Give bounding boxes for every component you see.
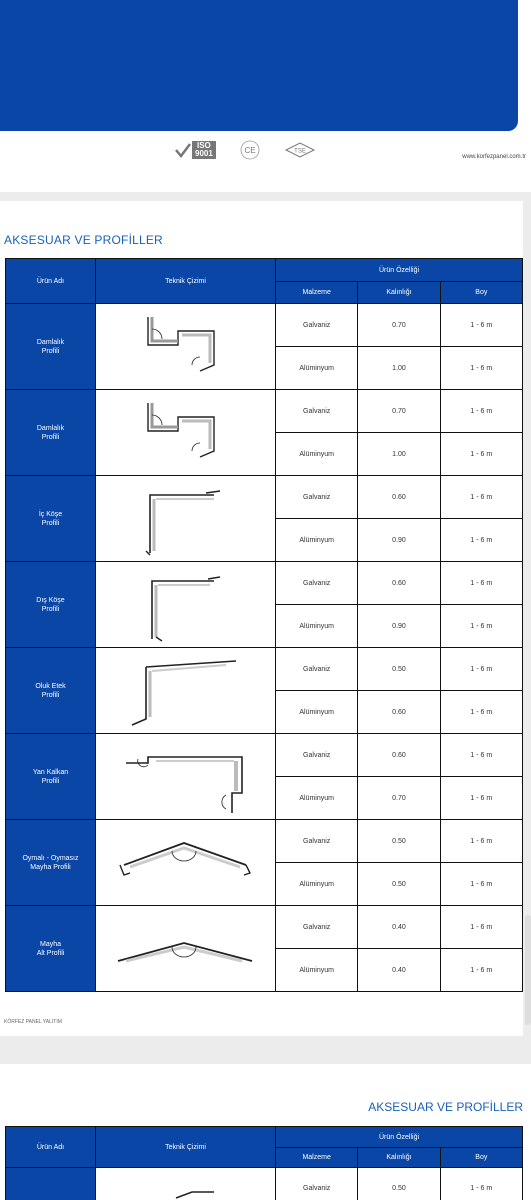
thickness-cell: 0.60 <box>358 691 440 734</box>
product-name-line2: Profili <box>41 691 60 699</box>
material-cell: Galvaniz <box>276 820 358 863</box>
technical-drawing-cell <box>96 906 276 992</box>
next-page <box>0 1064 531 1200</box>
profile-drawing-icon <box>96 1168 276 1200</box>
product-name-line2: Profili <box>41 605 60 613</box>
material-cell: Galvaniz <box>276 304 358 347</box>
product-name-cell <box>6 734 96 820</box>
ce-logo <box>238 140 262 160</box>
material-cell: Alüminyum <box>276 777 358 820</box>
product-name-line1: Damlalık <box>36 424 65 432</box>
table-row <box>6 304 523 347</box>
thickness-cell: 0.50 <box>358 820 440 863</box>
thickness-cell: 0.90 <box>358 605 440 648</box>
thickness-cell: 0.70 <box>358 304 440 347</box>
drip-profile-icon <box>96 305 276 389</box>
thickness-cell: 1.00 <box>358 433 440 476</box>
catalog-page <box>0 201 523 1036</box>
length-cell: 1 - 6 m <box>440 777 522 820</box>
product-name-cell <box>6 906 96 992</box>
material-cell: Alüminyum <box>276 949 358 992</box>
iso-9001-logo: ISO 9001 <box>174 141 216 159</box>
material-cell: Galvaniz <box>276 734 358 777</box>
product-name-line1: İç Köşe <box>38 510 63 518</box>
thickness-cell: 0.50 <box>358 1168 440 1200</box>
ridge-under-profile-icon <box>96 907 276 991</box>
product-name-line2: Profili <box>41 777 60 785</box>
technical-drawing-cell <box>96 1168 276 1200</box>
length-cell: 1 - 6 m <box>440 1168 522 1200</box>
product-name-cell <box>6 476 96 562</box>
thickness-cell: 0.70 <box>358 777 440 820</box>
length-cell: 1 - 6 m <box>440 433 522 476</box>
product-name-cell <box>6 648 96 734</box>
length-cell: 1 - 6 m <box>440 519 522 562</box>
technical-drawing-cell <box>96 734 276 820</box>
material-cell: Alüminyum <box>276 605 358 648</box>
material-cell: Galvaniz <box>276 1168 358 1200</box>
thickness-cell: 0.90 <box>358 519 440 562</box>
thickness-cell: 0.50 <box>358 863 440 906</box>
product-name-line1: Yan Kalkan <box>32 768 69 776</box>
length-cell: 1 - 6 m <box>440 390 522 433</box>
length-cell: 1 - 6 m <box>440 906 522 949</box>
inner-corner-profile-icon <box>96 477 276 561</box>
length-cell: 1 - 6 m <box>440 820 522 863</box>
material-cell: Alüminyum <box>276 691 358 734</box>
thickness-cell: 0.60 <box>358 734 440 777</box>
table-row <box>6 820 523 863</box>
side-shield-profile-icon <box>96 735 276 819</box>
length-cell: 1 - 6 m <box>440 863 522 906</box>
thickness-cell: 0.60 <box>358 476 440 519</box>
thickness-cell: 0.50 <box>358 648 440 691</box>
table-row <box>6 476 523 519</box>
product-name-line1: Mayha <box>39 940 61 948</box>
header-features: Ürün Özelliği <box>276 259 523 282</box>
product-name-line1: Damlalık <box>36 338 65 346</box>
length-cell: 1 - 6 m <box>440 562 522 605</box>
product-name-line1: Oluk Etek <box>35 682 66 690</box>
length-cell: 1 - 6 m <box>440 949 522 992</box>
material-cell: Galvaniz <box>276 562 358 605</box>
header-length-next: Boy <box>440 1148 522 1168</box>
material-cell: Galvaniz <box>276 906 358 949</box>
scrollbar[interactable] <box>525 915 531 1025</box>
header-length: Boy <box>440 282 522 304</box>
technical-drawing-cell <box>96 562 276 648</box>
drip-profile-icon <box>96 391 276 475</box>
material-cell: Galvaniz <box>276 476 358 519</box>
length-cell: 1 - 6 m <box>440 304 522 347</box>
svg-text:TSE: TSE <box>293 148 306 155</box>
technical-drawing-cell <box>96 820 276 906</box>
website-url: www.korfezpanel.com.tr <box>462 154 526 160</box>
table-row <box>6 906 523 949</box>
material-cell: Alüminyum <box>276 863 358 906</box>
product-name-line2: Alt Profili <box>36 949 65 957</box>
section-title-next: AKSESUAR VE PROFİLLER <box>368 1100 523 1114</box>
product-name-cell <box>6 820 96 906</box>
header-material-next: Malzeme <box>276 1148 358 1168</box>
material-cell: Alüminyum <box>276 433 358 476</box>
svg-text:CE: CE <box>244 146 256 155</box>
header-product-name: Ürün Adı <box>6 259 96 304</box>
length-cell: 1 - 6 m <box>440 648 522 691</box>
header-features-next: Ürün Özelliği <box>276 1127 523 1148</box>
material-cell: Galvaniz <box>276 648 358 691</box>
profiles-table-next <box>5 1126 523 1200</box>
technical-drawing-cell <box>96 476 276 562</box>
certificate-logos <box>174 140 316 160</box>
table-row <box>6 562 523 605</box>
thickness-cell: 0.60 <box>358 562 440 605</box>
thickness-cell: 0.70 <box>358 390 440 433</box>
header-thickness: Kalınlığı <box>358 282 440 304</box>
material-cell: Alüminyum <box>276 519 358 562</box>
header-product-name-next: Ürün Adı <box>6 1127 96 1168</box>
product-name-cell <box>6 390 96 476</box>
section-title: AKSESUAR VE PROFİLLER <box>4 233 163 247</box>
header-material: Malzeme <box>276 282 358 304</box>
material-cell: Galvaniz <box>276 390 358 433</box>
product-name-cell <box>6 562 96 648</box>
header-drawing: Teknik Çizimi <box>96 259 276 304</box>
thickness-cell: 0.40 <box>358 949 440 992</box>
length-cell: 1 - 6 m <box>440 347 522 390</box>
product-name-line2: Profili <box>41 433 60 441</box>
product-name-line2: Mayha Profili <box>30 863 71 871</box>
table-row <box>6 648 523 691</box>
ridge-profile-icon <box>96 821 276 905</box>
thickness-cell: 1.00 <box>358 347 440 390</box>
product-name-cell <box>6 304 96 390</box>
blue-banner <box>0 0 518 131</box>
length-cell: 1 - 6 m <box>440 691 522 734</box>
length-cell: 1 - 6 m <box>440 605 522 648</box>
table-row <box>6 390 523 433</box>
length-cell: 1 - 6 m <box>440 476 522 519</box>
previous-page <box>0 0 531 192</box>
technical-drawing-cell <box>96 304 276 390</box>
tse-logo <box>284 141 316 159</box>
header-drawing-next: Teknik Çizimi <box>96 1127 276 1168</box>
technical-drawing-cell <box>96 648 276 734</box>
material-cell: Alüminyum <box>276 347 358 390</box>
header-thickness-next: Kalınlığı <box>358 1148 440 1168</box>
product-name-line1: Oymalı - Oymasız <box>22 854 79 862</box>
product-name-line1: Dış Köşe <box>36 596 65 604</box>
product-name-line2: Profili <box>41 347 60 355</box>
footer-brand: KÖRFEZ PANEL YALITIM <box>4 1019 62 1025</box>
profiles-table <box>5 258 523 992</box>
table-row <box>6 734 523 777</box>
length-cell: 1 - 6 m <box>440 734 522 777</box>
product-name-line2: Profili <box>41 519 60 527</box>
outer-corner-profile-icon <box>96 563 276 647</box>
thickness-cell: 0.40 <box>358 906 440 949</box>
gutter-skirt-profile-icon <box>96 649 276 733</box>
technical-drawing-cell <box>96 390 276 476</box>
product-name-cell <box>6 1168 96 1200</box>
